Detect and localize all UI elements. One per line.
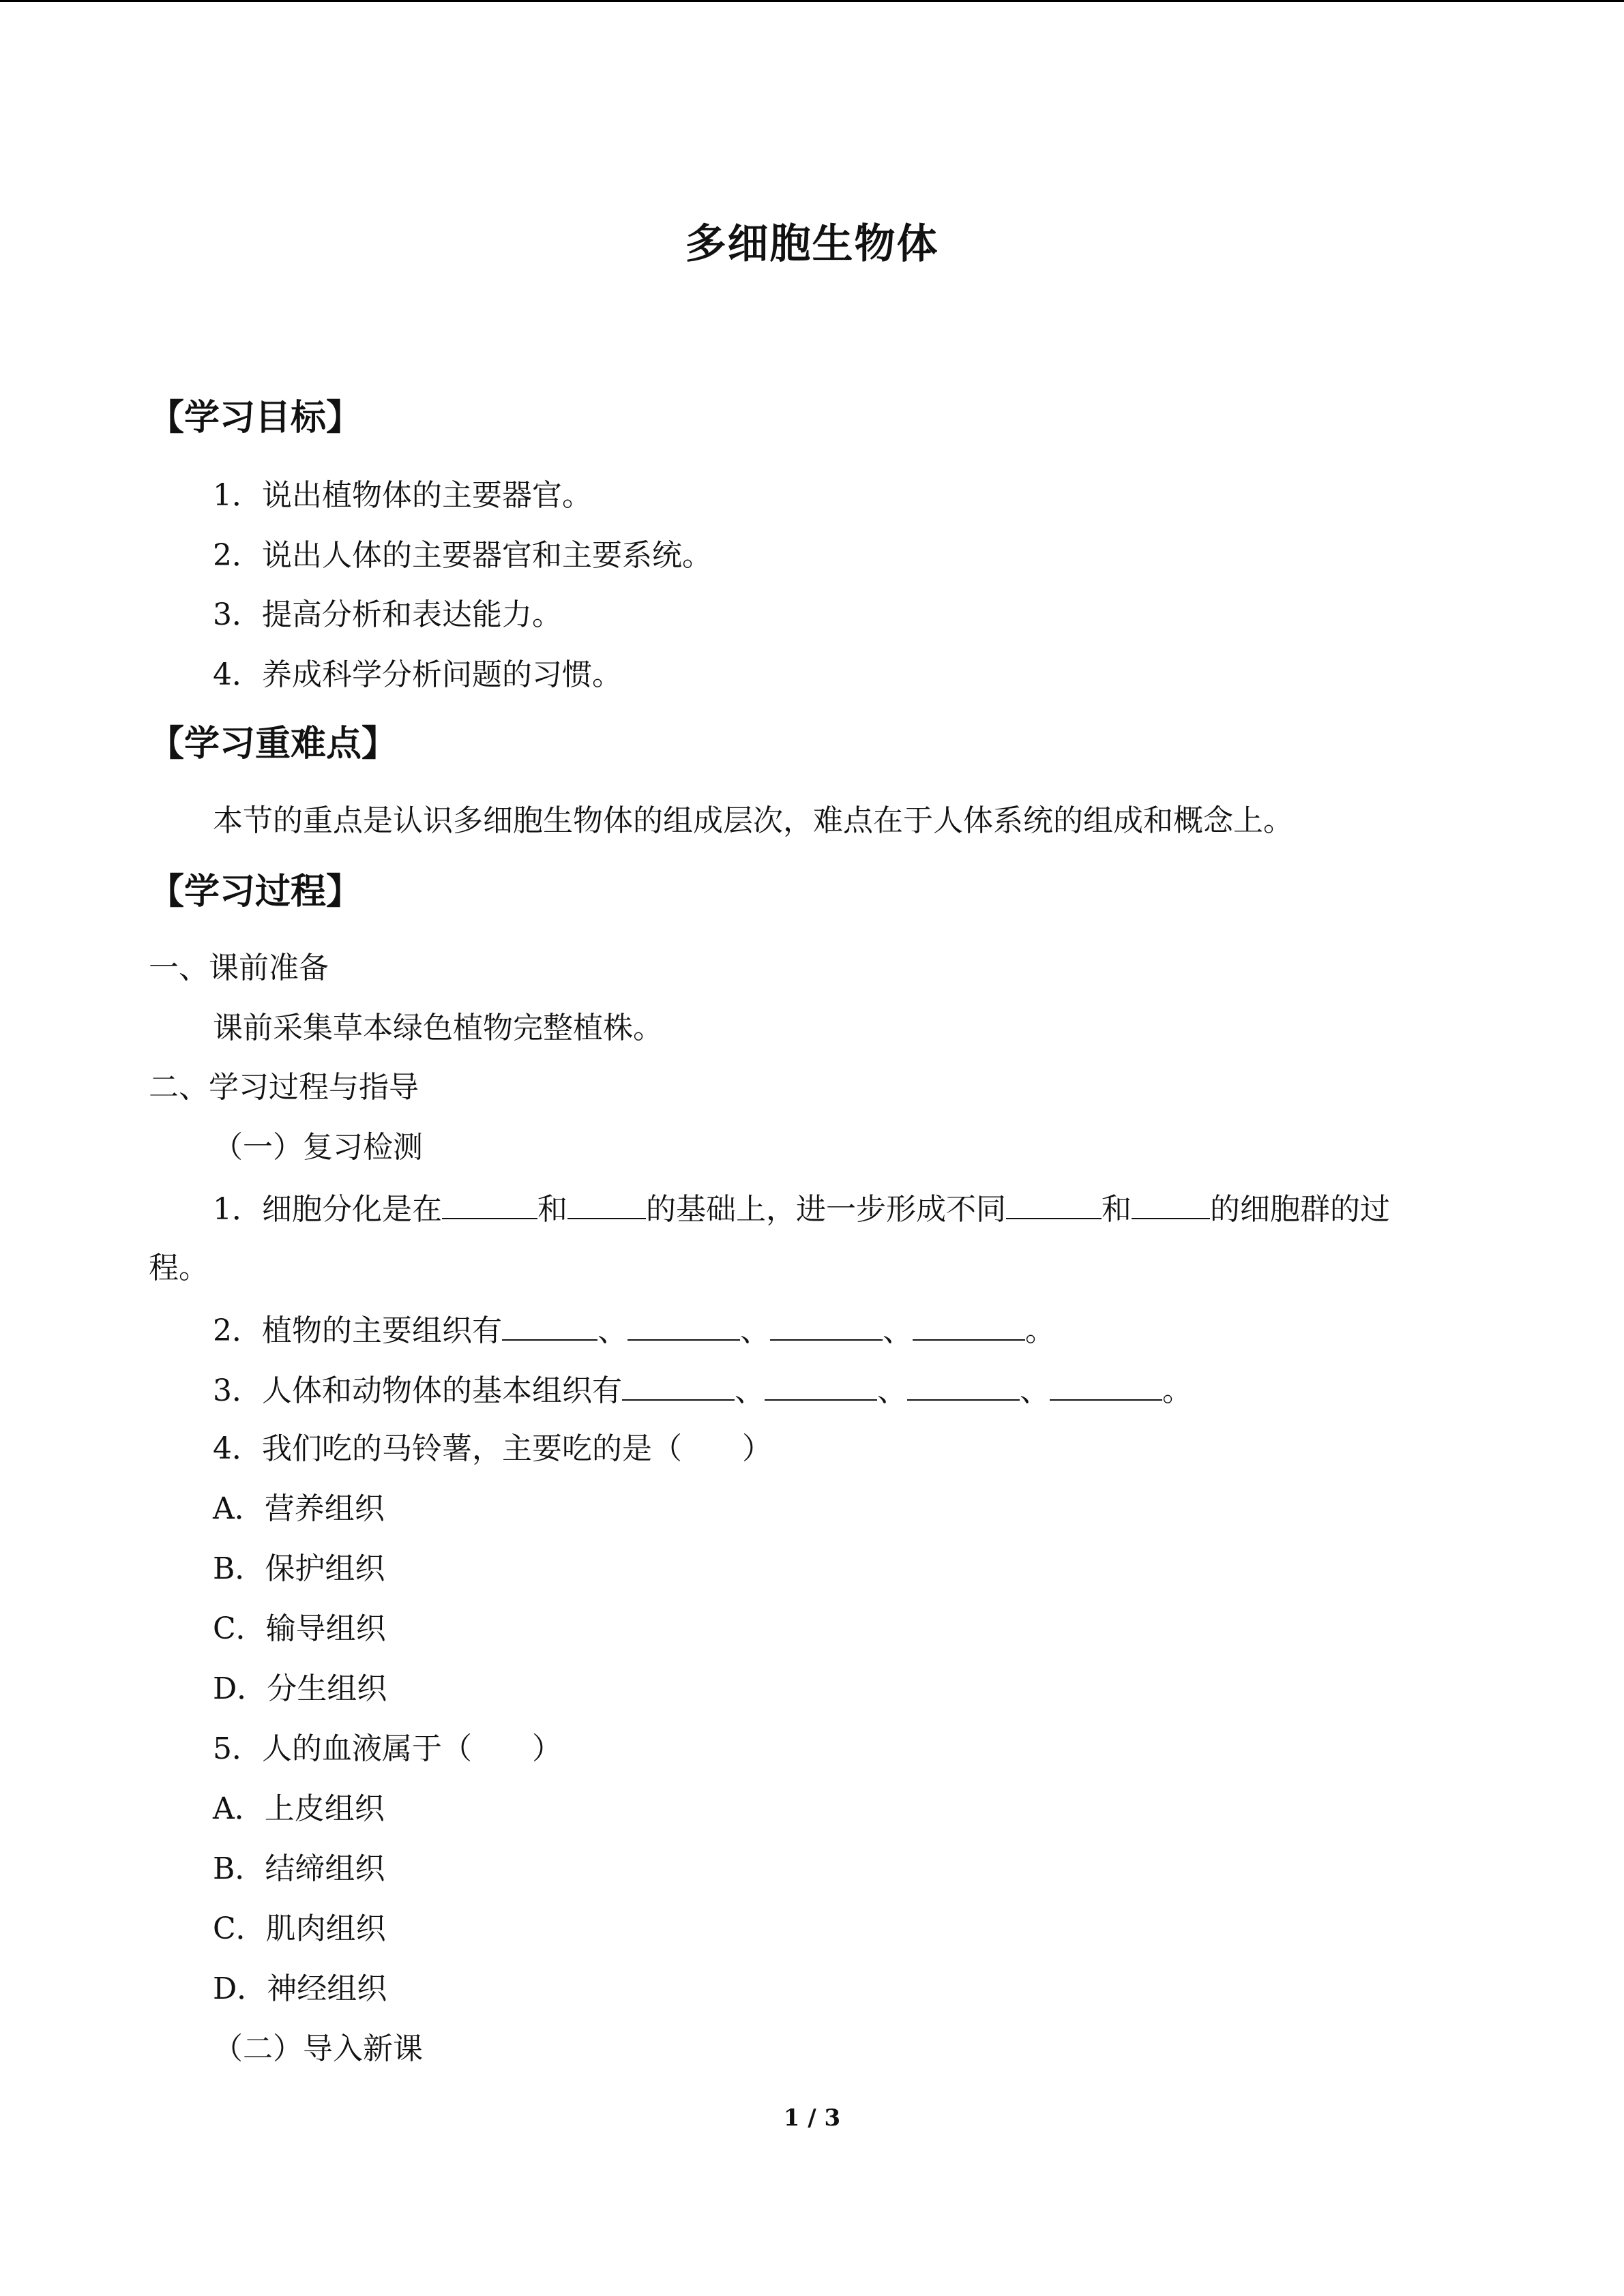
q5-option-d: D．神经组织 bbox=[213, 1971, 387, 2006]
q3-end: 。 bbox=[1162, 1373, 1192, 1408]
prep-text: 课前采集草本绿色植物完整植株。 bbox=[213, 1011, 663, 1045]
q2-blank-1[interactable] bbox=[502, 1309, 597, 1341]
q1-part-c: 的基础上，进一步形成不同 bbox=[646, 1192, 1006, 1227]
q3-separator: 、 bbox=[1020, 1373, 1050, 1408]
q5-option-b: B．结缔组织 bbox=[213, 1851, 385, 1886]
q2-blank-2[interactable] bbox=[628, 1309, 740, 1341]
q3-blank-1[interactable] bbox=[622, 1369, 735, 1401]
q1-part-a: 1．细胞分化是在 bbox=[213, 1192, 442, 1227]
question-5-stem: 5．人的血液属于（ ） bbox=[213, 1731, 562, 1766]
q2-blank-3[interactable] bbox=[770, 1309, 883, 1341]
question-4-stem: 4．我们吃的马铃薯，主要吃的是（ ） bbox=[213, 1431, 772, 1466]
q1-part-d: 和 bbox=[1102, 1192, 1132, 1227]
q4-option-b: B．保护组织 bbox=[213, 1551, 385, 1586]
question-3 bbox=[213, 1369, 1192, 1412]
q2-end: 。 bbox=[1025, 1313, 1055, 1348]
q1-blank-1[interactable] bbox=[442, 1188, 537, 1219]
q4-option-a: A．营养组织 bbox=[213, 1491, 385, 1526]
goal-item-4: 4．养成科学分析问题的习惯。 bbox=[213, 657, 622, 692]
q1-blank-2[interactable] bbox=[567, 1188, 646, 1219]
page-number: 1 / 3 bbox=[783, 2104, 841, 2132]
q2-blank-4[interactable] bbox=[913, 1309, 1025, 1341]
page-title: 多细胞生物体 bbox=[685, 220, 939, 268]
q5-option-c: C．肌肉组织 bbox=[213, 1911, 386, 1946]
prep-heading: 一、课前准备 bbox=[149, 951, 329, 985]
q3-stem: 3．人体和动物体的基本组织有 bbox=[213, 1373, 622, 1408]
section-heading-goals: 【学习目标】 bbox=[149, 398, 362, 438]
q2-separator: 、 bbox=[883, 1313, 913, 1348]
section-heading-key-points: 【学习重难点】 bbox=[149, 724, 398, 764]
q4-option-d: D．分生组织 bbox=[213, 1671, 387, 1706]
q3-blank-2[interactable] bbox=[765, 1369, 877, 1401]
q2-stem: 2．植物的主要组织有 bbox=[213, 1313, 502, 1348]
q2-separator: 、 bbox=[740, 1313, 770, 1348]
q3-separator: 、 bbox=[877, 1373, 907, 1408]
key-points-text: 本节的重点是认识多细胞生物体的组成层次，难点在于人体系统的组成和概念上。 bbox=[213, 803, 1293, 838]
q2-separator: 、 bbox=[597, 1313, 628, 1348]
section-heading-process: 【学习过程】 bbox=[149, 871, 362, 912]
q1-blank-4[interactable] bbox=[1132, 1188, 1210, 1219]
q3-blank-3[interactable] bbox=[907, 1369, 1020, 1401]
q5-option-a: A．上皮组织 bbox=[213, 1791, 385, 1826]
question-1 bbox=[213, 1188, 1390, 1230]
goal-item-2: 2．说出人体的主要器官和主要系统。 bbox=[213, 538, 712, 573]
review-heading: （一）复习检测 bbox=[213, 1130, 423, 1165]
goal-item-1: 1．说出植物体的主要器官。 bbox=[213, 478, 592, 513]
q1-part-b: 和 bbox=[537, 1192, 567, 1227]
new-lesson-heading: （二）导入新课 bbox=[213, 2031, 423, 2066]
q1-part-e: 的细胞群的过 bbox=[1210, 1192, 1390, 1227]
q3-separator: 、 bbox=[735, 1373, 765, 1408]
page-top-border bbox=[0, 0, 1624, 2]
question-1-wrap: 程。 bbox=[149, 1251, 209, 1285]
guide-heading: 二、学习过程与指导 bbox=[149, 1070, 419, 1105]
goal-item-3: 3．提高分析和表达能力。 bbox=[213, 597, 562, 632]
q1-blank-3[interactable] bbox=[1006, 1188, 1102, 1219]
q3-blank-4[interactable] bbox=[1050, 1369, 1162, 1401]
q4-option-c: C．输导组织 bbox=[213, 1611, 386, 1646]
question-2 bbox=[213, 1309, 1055, 1352]
